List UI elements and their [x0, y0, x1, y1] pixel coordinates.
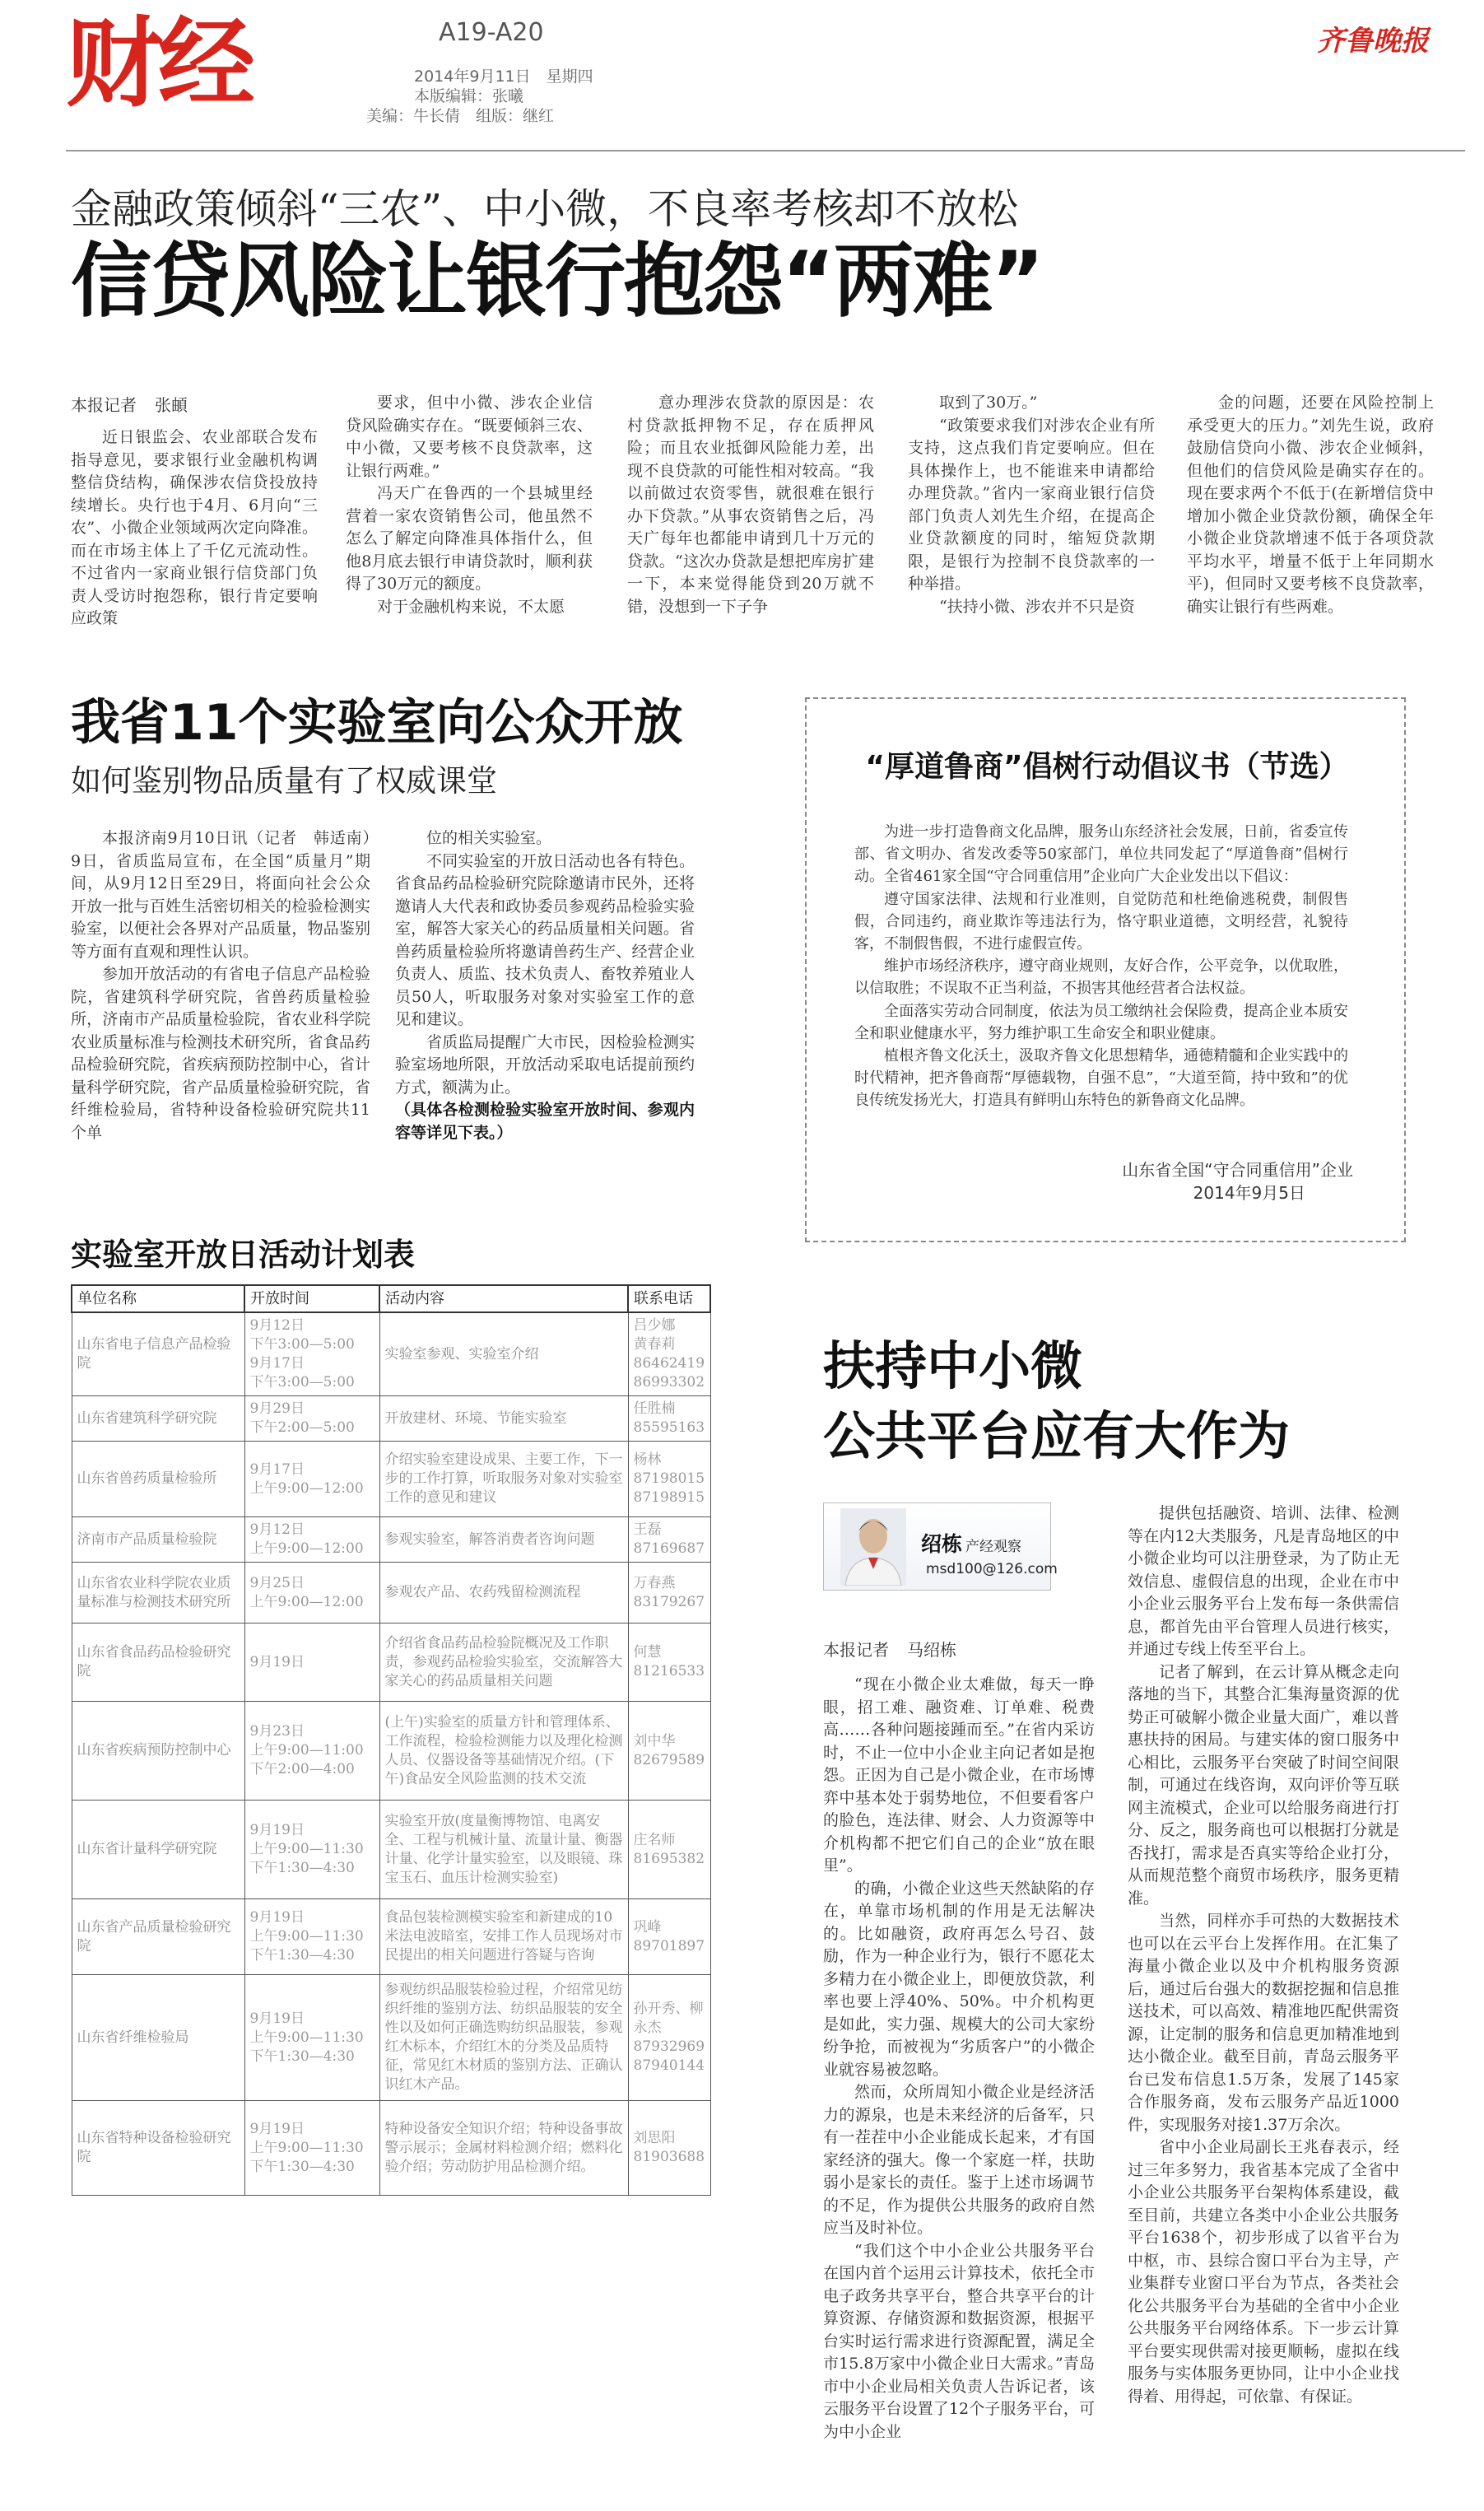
paragraph: “现在小微企业太难做，每天一睁眼，招工难、融资难、订单难、税费高……各种问题接踵而至。”在省内采访时，不止一位中小企业主向记者如是抱怨。正因为自己是小微企业，在市场博弈中基本处于弱势地位，不但要看客户的脸色，连法律、财会、人力资源等中介机构都不把它们自己的企业“放在眼里”。	[823, 1675, 1095, 1875]
column-header: 单位名称	[72, 1285, 244, 1312]
lead-col-4	[908, 392, 1155, 618]
column-header: 开放时间	[244, 1285, 379, 1312]
table-cell-contact: 巩峰 89701897	[628, 1899, 710, 1975]
paragraph: 省中小企业局副长王兆春表示，经过三年多努力，我省基本完成了全省中小企业公共服务平台架构体系建设，截至目前，共建立各类中小企业公共服务平台1638个，初步形成了以省平台为中枢，市、县综合窗口平台为主导，产业集群专业窗口平台为节点，各类社会化公共服务平台为基础的全省中小企业公共服务平台网络体系。下一步云计算平台要实现供需对接更顺畅，虚拟在线服务与实体服务更协同，让中小企业找得着、用得起，可依靠、有保证。	[1128, 2138, 1399, 2406]
proposal-paragraph: 为进一步打造鲁商文化品牌，服务山东经济社会发展，日前，省委宣传部、省文明办、省发改委等50家部门，单位共同发起了“厚道鲁商”倡树行动。全省461家全国“守合同重信用”企业向广大企业发出以下倡议：	[854, 823, 1348, 886]
masthead	[0, 0, 1484, 152]
table-cell-time: 9月25日 上午9:00—12:00	[244, 1563, 379, 1624]
byline-name: 马绍栋	[907, 1640, 956, 1660]
paragraph: 取到了30万。”	[939, 394, 1038, 412]
paragraph: 本报济南9月10日讯（记者 韩适南） 9日，省质监局宣布，在全国“质量月”期间，从9月12日至29日，将面向社会公众开放一批与百姓生活密切相关的检验检测实验室，以便社会各界对产品质量，物品鉴别等方面有直观和理性认识。	[71, 829, 387, 961]
table-cell-contact: 刘中华 82679589	[628, 1702, 710, 1801]
table-cell-content: 参观纺织品服装检验过程，介绍常见纺织纤维的鉴别方法、纺织品服装的安全性以及如何正确选购纺织品服装，参观红木标本，介绍红木的分类及品质特征，常见红木材质的鉴别方法、正确认识红木产品。	[379, 1975, 628, 2101]
issue-date: 2014年9月11日 星期四	[414, 68, 593, 86]
table-row	[72, 1899, 710, 1975]
proposal-paragraph: 全面落实劳动合同制度，依法为员工缴纳社会保险费，提高企业本质安全和职业健康水平，努力维护职工生命安全和职业健康。	[854, 1002, 1348, 1042]
table-cell-time: 9月17日 上午9:00—12:00	[244, 1442, 379, 1517]
table-cell-unit: 山东省疾病预防控制中心	[72, 1702, 244, 1801]
columnist-name-text: 绍栋	[921, 1532, 963, 1556]
table-cell-content: 介绍省食品药品检验院概况及工作职责，参观药品检验实验室，交流解答大家关心的药品质量相关问题	[379, 1624, 628, 1702]
paragraph: 不同实验室的开放日活动也各有特色。省食品药品检验研究院除邀请市民外，还将邀请人大代表和政协委员参观药品检验实验室，解答大家关心的药品质量相关问题。省兽药质量检验所将邀请兽药生产、经营企业负责人、质监、技术负责人、畜牧养殖业人员50人，听取服务对象对实验室工作的意见和建议。	[395, 851, 695, 1028]
sme-byline	[823, 1637, 956, 1661]
page-range: A19-A20	[439, 18, 544, 47]
table-row	[72, 1624, 710, 1702]
columnist-email: msd100@126.com	[926, 1561, 1058, 1577]
paragraph: 参加开放活动的有省电子信息产品检验院，省建筑科学研究院，省兽药质量检验所，济南市产品质量检验院，省农业科学院农业质量标准与检测技术研究所，省食品药品检验研究院，省疾病预防控制中心，省计量科学研究院，省产品质量检验研究院，省纤维检验局，省特种设备检验研究院共11个单	[71, 965, 370, 1142]
paragraph: 当然，同样亦手可热的大数据技术也可以在云平台上发挥作用。在汇集了海量小微企业以及中介机构服务资源后，通过后台强大的数据挖掘和信息推送技术，可以高效、精准地匹配供需资源，让定制的服务和信息更加精准地到达小微企业。截至目前，青岛云服务平台已发布信息1.5万条，发展了145家合作服务商，发布云服务产品近1000件，实现服务对接1.37万余次。	[1128, 1912, 1399, 2134]
lead-col-3	[627, 392, 874, 618]
table-cell-time: 9月12日 下午3:00—5:00 9月17日 下午3:00—5:00	[244, 1312, 379, 1396]
table-cell-contact: 何慧 81216533	[628, 1624, 710, 1702]
table-cell-time: 9月19日 上午9:00—11:30 下午1:30—4:30	[244, 1801, 379, 1899]
table-cell-content: 特种设备安全知识介绍；特种设备事故警示展示；金属材料检测介绍；燃料化验介绍；劳动防护用品检测介绍。	[379, 2101, 628, 2196]
lab-headline: 我省11个实验室向公众开放	[71, 694, 683, 752]
lab-col-1	[71, 827, 387, 1144]
sme-headline-line-1: 扶持中小微	[823, 1336, 1082, 1396]
table-cell-content: 参观实验室，解答消费者咨询问题	[379, 1517, 628, 1563]
table-cell-unit: 山东省电子信息产品检验院	[72, 1312, 244, 1396]
schedule-rows	[72, 1312, 710, 2196]
column-header: 活动内容	[379, 1285, 628, 1312]
proposal-title: “厚道鲁商”倡树行动倡议书（节选）	[865, 750, 1349, 784]
lead-byline	[71, 392, 188, 416]
table-cell-time: 9月19日 上午9:00—11:30 下午1:30—4:30	[244, 2101, 379, 2196]
paragraph: 要求，但中小微、涉农企业信贷风险确实存在。“既要倾斜三农、中小微，又要考核不良贷款率，这让银行两难。”	[346, 394, 593, 480]
paragraph: 冯天广在鲁西的一个县城里经营着一家农资销售公司，他虽然不怎么了解定向降准具体指什么，但他8月底去银行申请贷款时，顺利获得了30万元的额度。	[346, 484, 593, 593]
paragraph: “扶持小微、涉农并不只是资	[939, 597, 1135, 616]
table-cell-contact: 王磊 87169687	[628, 1517, 710, 1563]
columnist-column-text: 产经观察	[965, 1539, 1022, 1555]
proposal-paragraph: 维护市场经济秩序，遵守商业规则，友好合作，公平竞争，以优取胜，以信取胜；不误取不正当利益，不损害其他经营者合法权益。	[854, 957, 1348, 998]
table-cell-content: 实验室开放(度量衡博物馆、电离安全、工程与机械计量、流量计量、衡器计量、化学计量实验室，以及眼镜、珠宝玉石、血压计检测实验室)	[379, 1801, 628, 1899]
newspaper-logo: 齐鲁晚报	[1317, 25, 1429, 58]
table-row	[72, 1517, 710, 1563]
table-cell-contact: 任胜楠 85595163	[628, 1396, 710, 1442]
section-title: 财经	[66, 7, 251, 120]
table-cell-content: 开放建材、环境、节能实验室	[379, 1396, 628, 1442]
table-cell-contact: 吕少娜 黄春莉 86462419 86993302	[628, 1312, 710, 1396]
paragraph: 提供包括融资、培训、法律、检测等在内12大类服务，凡是青岛地区的中小微企业均可以注册登录，为了防止无效信息、虚假信息的出现，企业在市中小企业云服务平台上发布每一条供需信息，都首先由平台管理人员进行核实，并通过专线上传至平台上。	[1128, 1504, 1399, 1658]
lead-subtitle: 金融政策倾斜“三农”、中小微，不良率考核却不放松	[71, 185, 1019, 233]
table-cell-contact: 杨林 87198015 87198915	[628, 1442, 710, 1517]
table-cell-unit: 山东省食品药品检验研究院	[72, 1624, 244, 1702]
paragraph: 近日银监会、农业部联合发布指导意见，要求银行业金融机构调整信贷结构，确保涉农信贷投放持续增长。央行也于4月、6月向“三农”、小微企业领域两次定向降准。而在市场主体上了千亿元流动性。不过省内一家商业银行信贷部门负责人受访时抱怨称，银行肯定要响应政策	[71, 428, 318, 627]
paragraph: 意办理涉农贷款的原因是：农村贷款抵押物不足，存在质押风险；而且农业抵御风险能力差，出现不良贷款的可能性相对较高。“我以前做过农资零售，就很难在银行办下贷款。”从事农资销售之后，冯天广每年也都能申请到几十万元的贷款。“这次办贷款是想把库房扩建一下，本来觉得能贷到20万就不错，没想到一下子争	[627, 394, 874, 616]
table-cell-content: (上午)实验室的质量方针和管理体系、工作流程，检验检测能力以及理化检测人员、仪器设备等基础情况介绍。(下午)食品安全风险监测的技术交流	[379, 1702, 628, 1801]
proposal-body	[854, 821, 1348, 1112]
proposal-paragraph: 植根齐鲁文化沃土，汲取齐鲁文化思想精华，通德精髓和企业实践中的时代精神，把齐鲁商帮“厚德载物，自强不息”，“大道至简，持中致和”的优良传统发扬光大，打造具有鲜明山东特色的新鲁商文化品牌。	[854, 1047, 1348, 1110]
table-cell-time: 9月19日 上午9:00—11:30 下午1:30—4:30	[244, 1899, 379, 1975]
table-cell-time: 9月23日 上午9:00—11:00 下午2:00—4:00	[244, 1702, 379, 1801]
lead-col-5	[1187, 392, 1434, 618]
table-cell-contact: 孙开秀、柳永杰 87932969 87940144	[628, 1975, 710, 2101]
lab-col-2-note: （具体各检测检验实验室开放时间、参观内容等详见下表。）	[395, 1101, 695, 1142]
table-cell-unit: 山东省农业科学院农业质量标准与检测技术研究所	[72, 1563, 244, 1624]
table-cell-time: 9月19日 上午9:00—11:30 下午1:30—4:30	[244, 1975, 379, 2101]
lead-headline: 信贷风险让银行抱怨“两难”	[71, 235, 1043, 328]
table-row	[72, 1396, 710, 1442]
paragraph: 金的问题，还要在风险控制上承受更大的压力。”刘先生说，政府鼓励信贷向小微、涉农企业倾斜，但他们的信贷风险是确实存在的。现在要求两个不低于(在新增信贷中增加小微企业贷款份额，确保全年小微企业贷款增速不低于各项贷款平均水平，增量不低于上年同期水平)，但同时又要考核不良贷款率，确实让银行有些两难。	[1187, 394, 1434, 616]
table-header-row	[72, 1285, 710, 1312]
proposal-signature: 山东省全国“守合同重信用”企业	[1122, 1160, 1353, 1180]
table-row	[72, 1975, 710, 2101]
table-row	[72, 1702, 710, 1801]
table-row	[72, 2101, 710, 2196]
table-row	[72, 1442, 710, 1517]
byline-name: 张頔	[155, 395, 188, 415]
paragraph: “我们这个中小企业公共服务平台在国内首个运用云计算技术，依托全市电子政务共享平台，整合共享平台的计算资源、存储资源和数据资源，根据平台实时运行需求进行资源配置，满足全市15.8万家中小微企业日大需求。”青岛市中小企业局相关负责人告诉记者，该云服务平台设置了12个子服务平台，可为中小企业	[823, 2241, 1095, 2441]
table-cell-unit: 山东省计量科学研究院	[72, 1801, 244, 1899]
paragraph: 的确，小微企业这些天然缺陷的存在，单靠市场机制的作用是无法解决的。比如融资，政府再怎么号召、鼓励，作为一种企业行为，银行不愿花太多精力在小微企业上，即便放贷款，利率也要上浮40%、50%。中介机构更是如此，实力强、规模大的公司大家纷纷争抢，而被视为“劣质客户”的小微企业就容易被忽略。	[823, 1879, 1095, 2079]
columnist-photo	[840, 1508, 906, 1586]
columnist-name	[921, 1528, 1021, 1558]
table-cell-time: 9月19日	[244, 1624, 379, 1702]
columnist-box	[823, 1502, 1058, 1591]
table-cell-content: 食品包装检测模实验室和新建成的10米法电波暗室，安排工作人员现场对市民提出的相关问题进行答疑与咨询	[379, 1899, 628, 1975]
table-cell-contact: 万春燕 83179267	[628, 1563, 710, 1624]
table-cell-unit: 山东省特种设备检验研究院	[72, 2101, 244, 2196]
proposal-paragraph: 遵守国家法律、法规和行业准则，自觉防范和杜绝偷逃税费，制假售假，合同违约，商业欺诈等违法行为，恪守职业道德，文明经营，礼貌待客，不制假售假，不进行虚假宣传。	[854, 890, 1348, 953]
table-cell-contact: 庄名师 81695382	[628, 1801, 710, 1899]
lab-col-2	[395, 827, 695, 1144]
table-cell-unit: 山东省产品质量检验研究院	[72, 1899, 244, 1975]
byline-label: 本报记者	[823, 1640, 889, 1660]
table-row	[72, 1563, 710, 1624]
lab-subtitle: 如何鉴别物品质量有了权威课堂	[71, 763, 497, 799]
editor-credit: 本版编辑：张曦	[414, 87, 524, 105]
table-cell-contact: 刘思阳 81903688	[628, 2101, 710, 2196]
table-cell-unit: 济南市产品质量检验院	[72, 1517, 244, 1563]
paragraph: 记者了解到，在云计算从概念走向落地的当下，其整合汇集海量资源的优势正可破解小微企业量大面广，难以普惠扶持的困局。与建实体的窗口服务中心相比，云服务平台突破了时间空间限制，可通过在线咨询，双向评价等互联网主流模式，企业可以给服务商进行打分、反之，服务商也可以根据打分就是否找打，需求是否真实等给企业打分，从而规范整个商贸市场秩序，服务更精准。	[1128, 1662, 1399, 1908]
byline-label: 本报记者	[71, 395, 137, 415]
table-cell-unit: 山东省建筑科学研究院	[72, 1396, 244, 1442]
table-row	[72, 1312, 710, 1396]
paragraph: “政策要求我们对涉农企业有所支持，这点我们肯定要响应。但在具体操作上，也不能谁来申请都给办理贷款。”省内一家商业银行信贷部门负责人刘先生介绍，在提高企业贷款额度的同时，缩短贷款期限，是银行为控制不良贷款率的一种举措。	[908, 416, 1155, 593]
paragraph: 对于金融机构来说，不太愿	[377, 597, 565, 616]
proposal-date: 2014年9月5日	[1193, 1183, 1305, 1203]
table-cell-unit: 山东省兽药质量检验所	[72, 1442, 244, 1517]
paragraph: 然而，众所周知小微企业是经济活力的源泉，也是未来经济的后备军，只有一茬茬中小企业能成长起来，才有国家经济的强大。像一个家庭一样，扶助弱小是家长的责任。鉴于上述市场调节的不足，作为提供公共服务的政府自然应当及时补位。	[823, 2083, 1095, 2237]
lab-col-2-text	[395, 827, 695, 1099]
table-row	[72, 1801, 710, 1899]
column-header: 联系电话	[628, 1285, 710, 1312]
sme-col-1	[823, 1674, 1095, 2443]
schedule-title: 实验室开放日活动计划表	[71, 1237, 416, 1273]
schedule-table	[71, 1284, 711, 2196]
sme-col-2	[1128, 1502, 1399, 2408]
table-cell-unit: 山东省纤维检验局	[72, 1975, 244, 2101]
table-cell-time: 9月29日 下午2:00—5:00	[244, 1396, 379, 1442]
table-cell-content: 实验室参观、实验室介绍	[379, 1312, 628, 1396]
designer-credit: 美编：牛长倩 组版：继红	[366, 107, 555, 125]
paragraph: 位的相关实验室。	[426, 829, 552, 847]
header-rule	[66, 150, 1465, 151]
proposal-box	[805, 697, 1406, 1242]
sme-headline-line-2: 公共平台应有大作为	[823, 1406, 1290, 1466]
table-cell-content: 介绍实验室建设成果、主要工作，下一步的工作打算，听取服务对象对实验室工作的意见和建议	[379, 1442, 628, 1517]
lead-col-1	[71, 426, 318, 631]
paragraph: 省质监局提醒广大市民，因检验检测实验室场地所限，开放活动采取电话提前预约方式，额满为止。	[395, 1032, 695, 1097]
table-cell-content: 参观农产品、农药残留检测流程	[379, 1563, 628, 1624]
table-cell-time: 9月12日 上午9:00—12:00	[244, 1517, 379, 1563]
lead-col-2	[346, 392, 593, 618]
